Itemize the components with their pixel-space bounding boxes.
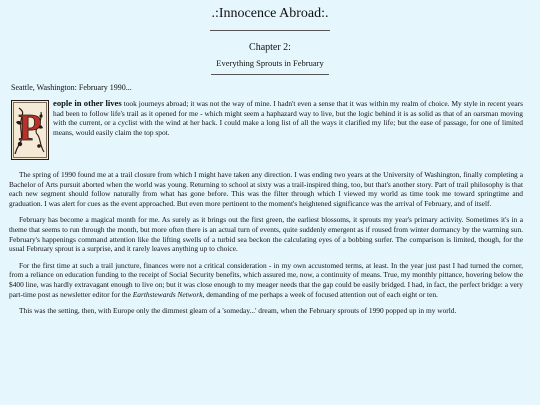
paragraph-setting: This was the setting, then, with Europe only the dimmest gleam of a 'someday...' dream, when the February sprouts of 1990 popped up in my world. [19, 306, 457, 316]
paragraph-finances [9, 261, 531, 299]
opening-text: took journeys abroad; it was not the way of mine. I hadn't even a sense that it was within my realm of choice. My style in recent years had been to follow life's trail as it opened for me - which might seem a haphazard way to live, but the logic behind it is as solid as that of an oarsman moving with the current, or a cyclist with the wind at her back. I could make a long list of all the ways it clarified my life; but the ease of passage, for one of limited means, would easily claim the top spot. [53, 99, 523, 137]
earthstewards-network-title: Earthstewards Network [132, 289, 203, 299]
opening-paragraph [9, 99, 531, 163]
illuminated-dropcap [11, 100, 49, 160]
subtitle-divider [211, 74, 329, 75]
site-title: .:Innocence Abroad:. [211, 6, 329, 21]
title-divider [210, 30, 330, 31]
dropcap-letter: P [18, 107, 42, 149]
opening-lead: eople in other lives [53, 98, 122, 108]
paragraph-february: February has become a magical month for me. As surely as it brings out the first green, the earliest blossoms, it sprouts my year's primary activity. Sometimes it's in a theme that seems to run through the month, but more often there is an actual turn of events, quite suddenly emergent as if roused from winter dormancy by the warming sun. February's happenings command attention like the lifting swells of a turbid sea beckon the calculating eyes of a bobbing surfer. The comparison is limited, though, for the usual February sprout is a surprise, and it rarely leaves anything up to choice. [9, 215, 523, 254]
paragraph-spring-1990: The spring of 1990 found me at a trail closure from which I might have taken any direction. I was ending two years at the University of Washington, finally completing a Bachelor of Arts pursuit aborted when the world was young. Returning to school at sixty was a trail-inspired thing, too, but that's another story. Part of trail philosophy is that each new segment should follow naturally from what has gone before. This was the filter through which I viewed my world as time took me toward springtime and graduation. I was alert for cues as the event approached. But even more pertinent to the moment's heightened significance was the arrival of February, and of itself. [9, 170, 523, 208]
chapter-heading: Chapter 2: [249, 42, 291, 53]
dateline: Seattle, Washington: February 1990... [11, 83, 132, 92]
chapter-subtitle: Everything Sprouts in February [216, 58, 324, 68]
paragraph-finances-end: , demanding of me perhaps a week of focused attention out of each eight or ten. [202, 289, 438, 299]
paragraph-finances-text: For the first time at such a trail juncture, finances were not a critical consideration - in my own accustomed terms, at least. In the year just past I had turned the corner, from a reliance on education funding to the receipt of Social Security benefits, which assured me, now, a continuity of means. True, my monthly pittance, hovering below the $400 line, was hardly extravagant enough to live on; but it was close enough to my meager needs that the gap could be easily bridged. I had, in fact, the perfect bridge: a very part-time post as newsletter editor for the [9, 260, 523, 299]
